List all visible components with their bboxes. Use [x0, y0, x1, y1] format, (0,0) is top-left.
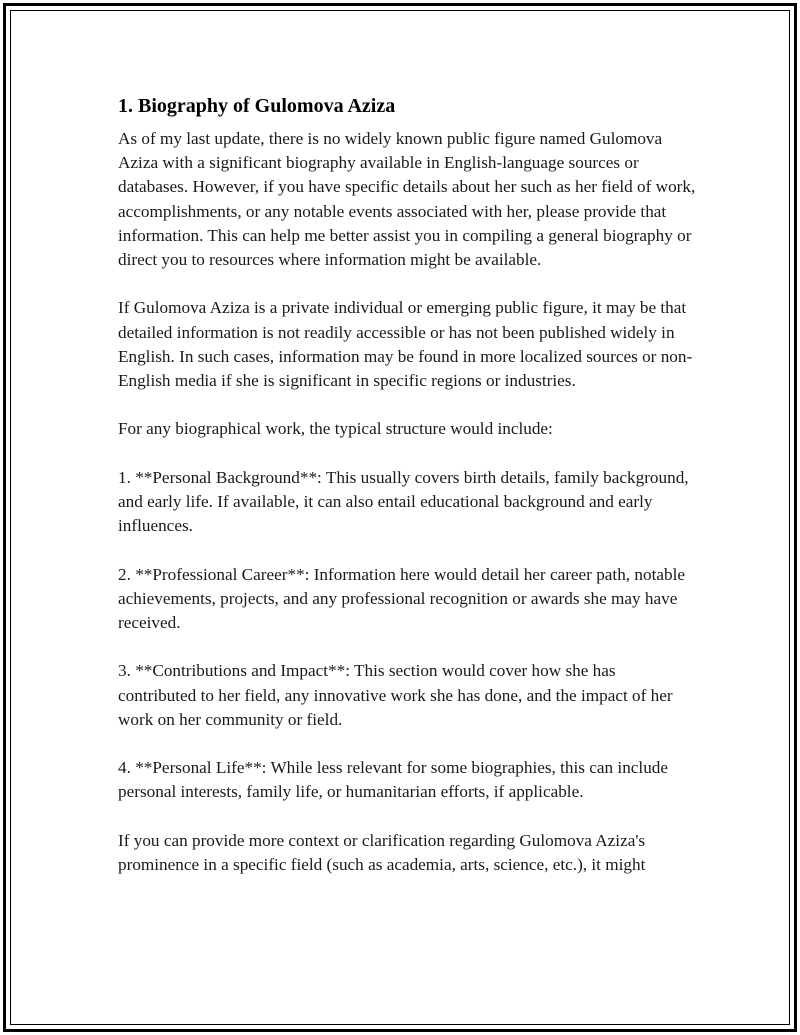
- paragraph-intro: As of my last update, there is no widely known public figure named Gulomova Aziza with a significant biography available in English-language sources or databases. However, if you have specific details about her such as her field of work, accomplishments, or any notable events associated with her, please provide that information. This can help me better assist you in compiling a general biography or direct you to resources where information might be available.: [118, 129, 696, 270]
- list-item-contributions-impact: 3. **Contributions and Impact**: This section would cover how she has contributed to her field, any innovative work she has done, and the impact of her work on her community or field.: [118, 661, 673, 729]
- document-title: 1. Biography of Gulomova Aziza: [118, 95, 396, 117]
- document-body: [118, 92, 698, 901]
- list-item-personal-background: 1. **Personal Background**: This usually covers birth details, family background, and early life. If available, it can also entail educational background and early influences.: [118, 467, 689, 536]
- paragraph-private-individual: If Gulomova Aziza is a private individual or emerging public figure, it may be that detailed information is not readily accessible or has not been published widely in English. In such cases, information may be found in more localized sources or non-English media if she is significant in specific regions or industries.: [118, 298, 693, 391]
- list-item-personal-life: 4. **Personal Life**: While less relevant for some biographies, this can include personal interests, family life, or humanitarian efforts, if applicable.: [118, 758, 669, 802]
- paragraph-closing: If you can provide more context or clarification regarding Gulomova Aziza's prominence in a specific field (such as academia, arts, science, etc.), it might: [118, 830, 646, 874]
- list-item-professional-career: 2. **Professional Career**: Information here would detail her career path, notable achievements, projects, and any professional recognition or awards she may have received.: [118, 564, 685, 632]
- paragraph-structure-intro: For any biographical work, the typical structure would include:: [118, 419, 553, 439]
